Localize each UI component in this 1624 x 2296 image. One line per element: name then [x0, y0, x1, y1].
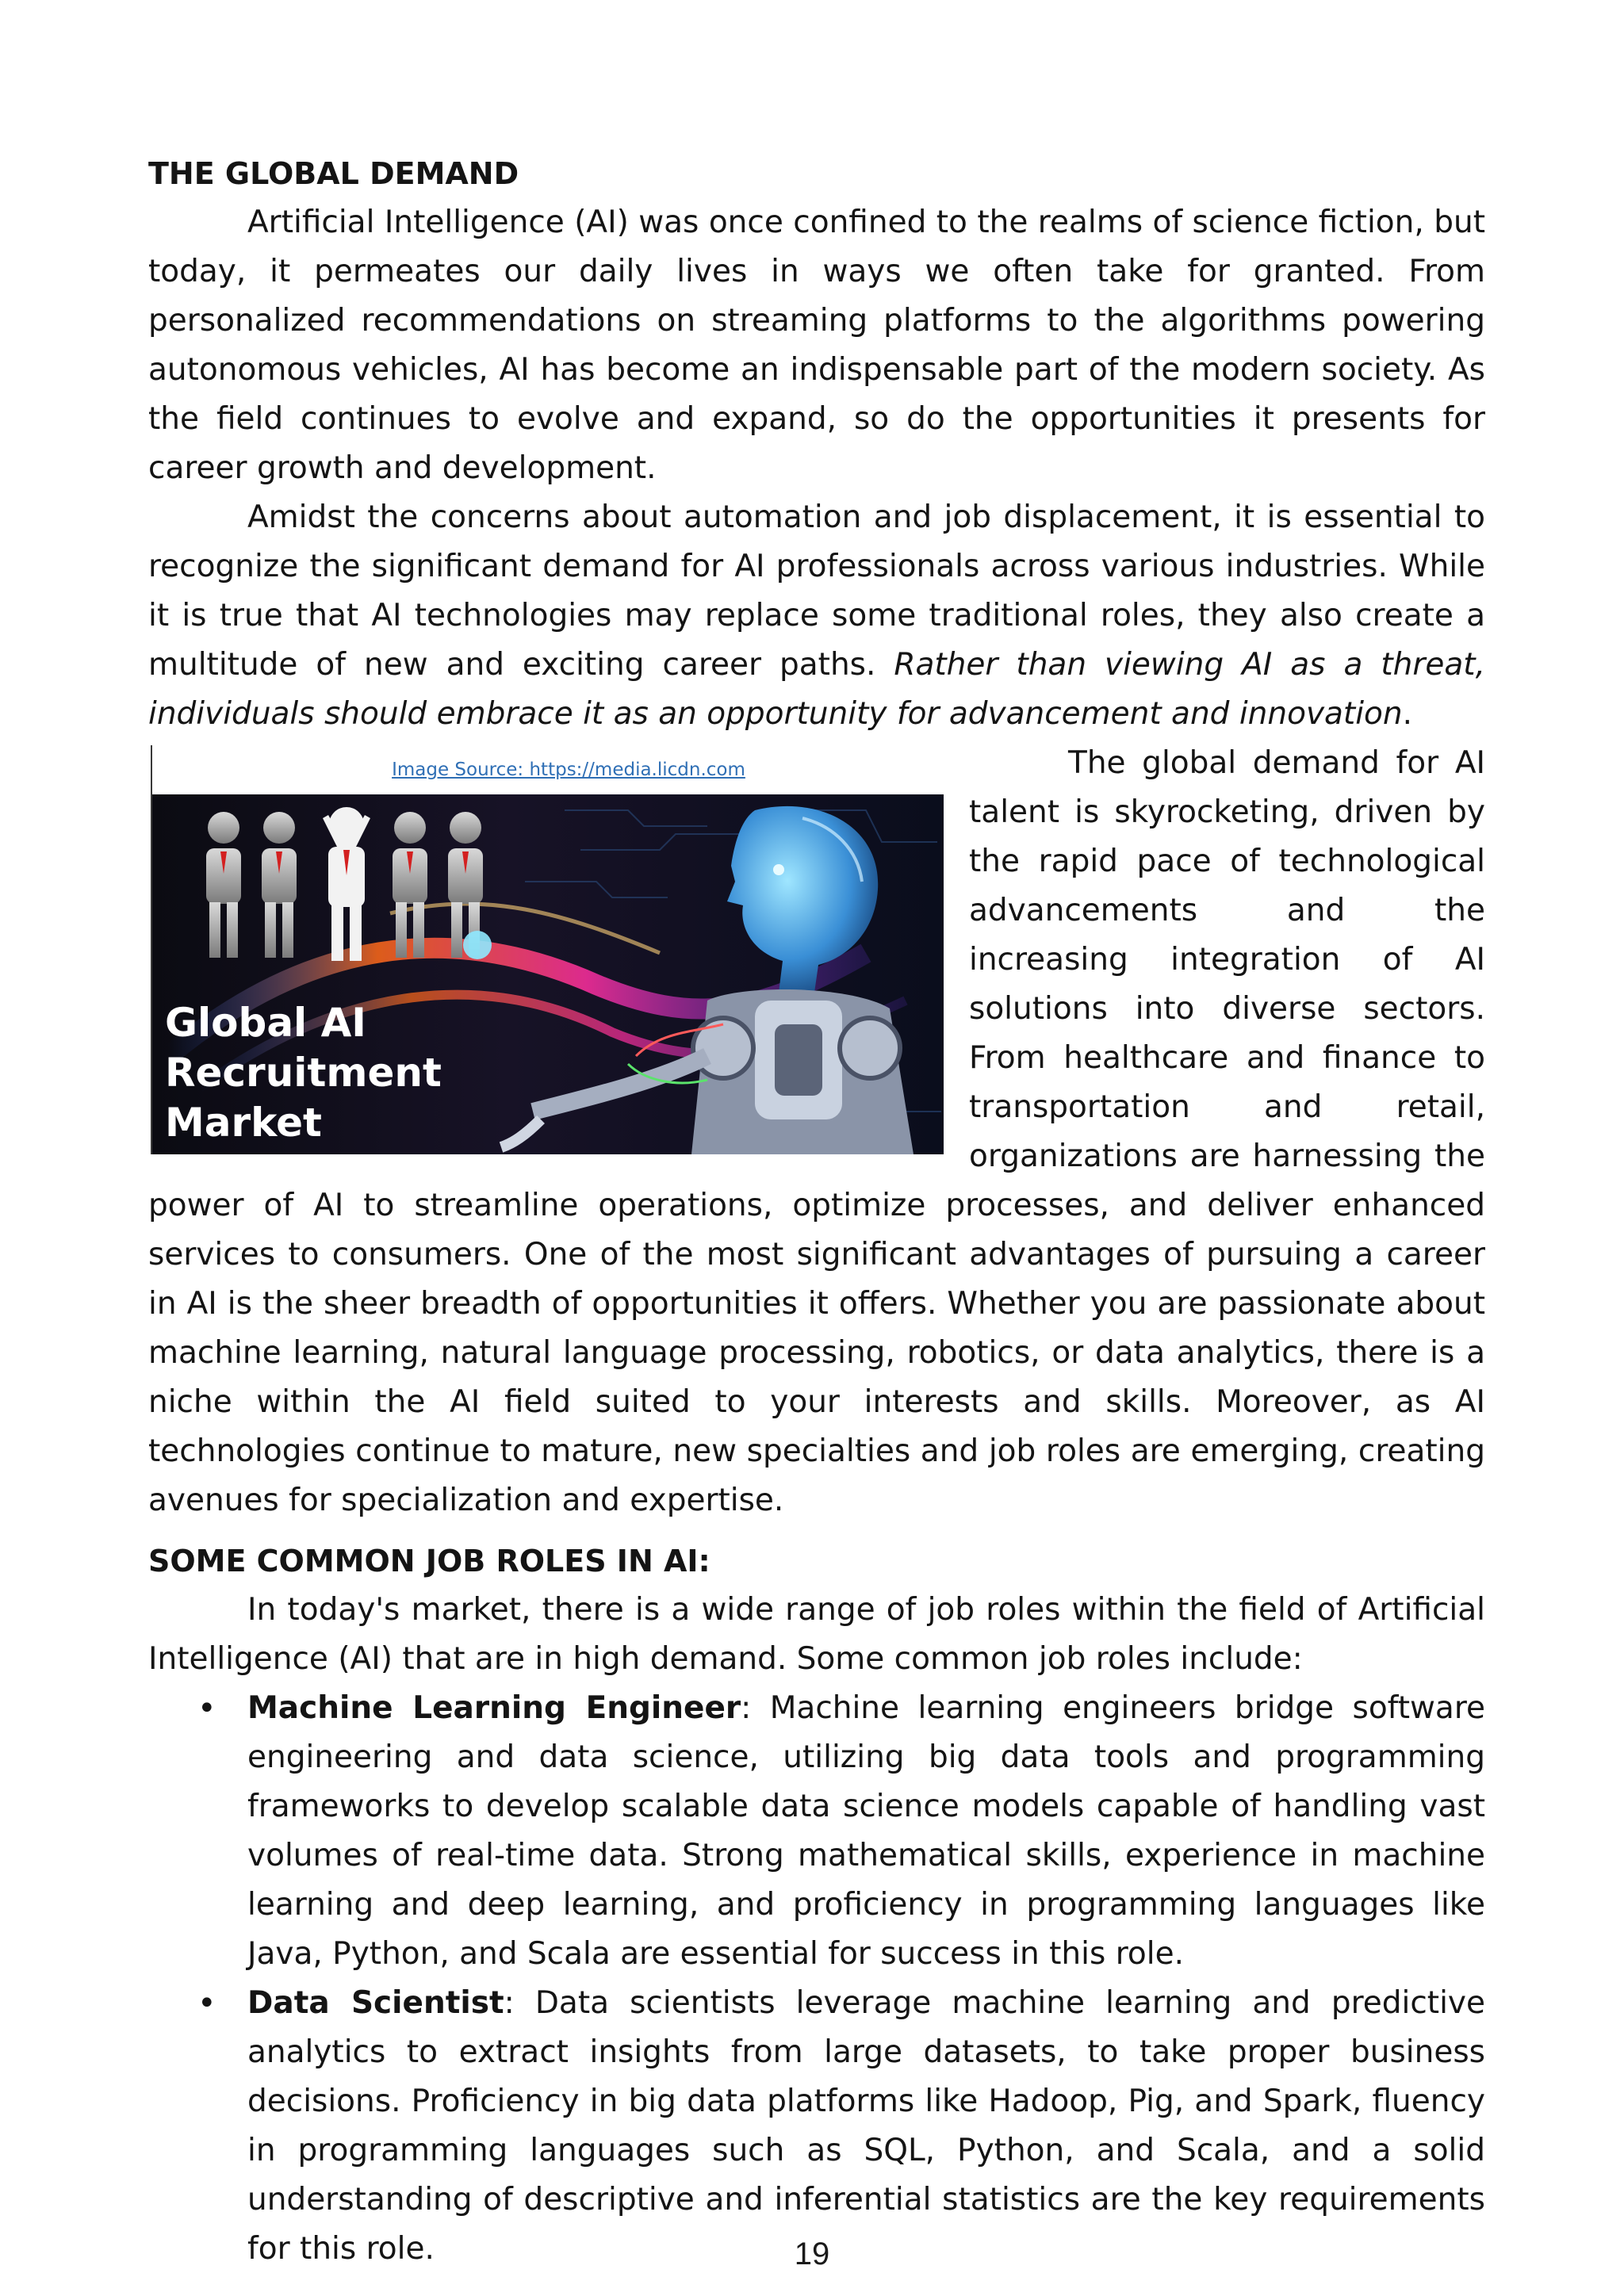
page-number: 19: [794, 2237, 830, 2271]
section-heading-job-roles: SOME COMMON JOB ROLES IN AI:: [148, 1544, 710, 1578]
paragraph-intro: Artificial Intelligence (AI) was once confined to the realms of science fiction, but today, it permeates our daily lives in ways we often take for granted. From personalized recommendations on streaming platforms to the algorithms powering autonomous vehicles, AI has become an indispensable part of the modern society. As the field continues to evolve and expand, so do the opportunities it presents for career growth and development.: [148, 205, 1485, 486]
figure-caption-line3: Market: [165, 1100, 322, 1146]
ai-recruitment-image: [152, 794, 944, 1154]
role-title: Data Scientist: [247, 1985, 504, 2021]
role-description: : Machine learning engineers bridge software engineering and data science, utilizing big data tools and programming frameworks to develop scalable data science models capable of handling vast volumes of real-time data. Strong mathematical skills, experience in machine learning and deep learning, and proficiency in programming languages like Java, Python, and Scala are essential for success in this role.: [247, 1690, 1485, 1972]
job-roles-list: [148, 1684, 1485, 2274]
list-item-machine-learning-engineer: [197, 1684, 1485, 1979]
section-heading-global-demand: THE GLOBAL DEMAND: [148, 156, 519, 191]
paragraph-concerns-text: Amidst the concerns about automation and job displacement, it is essential to recognize the significant demand for AI professionals across various industries. While it is true that AI technologies may replace some traditional roles, they also create a multitude of new and exciting career paths.: [148, 499, 1485, 683]
list-item-data-scientist: [197, 1979, 1485, 2274]
paragraph-global-demand: The global demand for AI talent is skyrocketing, driven by the rapid pace of technological advancements and the increasing integration of AI solutions into diverse sectors. From healthcare and finance to transportation and retail, organizations are harnessing the power of AI to streamline operations, optimize processes, and deliver enhanced services to consumers. One of the most significant advantages of pursuing a career in AI is the sheer breadth of opportunities it offers. Whether you are passionate about machine learning, natural language processing, robotics, or data analytics, there is a niche within the AI field suited to your interests and skills. Moreover, as AI technologies continue to mature, new specialties and job roles are emerging, creating avenues for specialization and expertise.: [148, 745, 1485, 1518]
image-source-link[interactable]: Image Source: https://media.licdn.com: [392, 759, 745, 780]
role-description: : Data scientists leverage machine learning and predictive analytics to extract insights from large datasets, to take proper business decisions. Proficiency in big data platforms like Hadoop, Pig, and Spark, fluency in programming languages such as SQL, Python, and Scala, and a solid understanding of descriptive and inferential statistics are the key requirements for this role.: [247, 1985, 1485, 2267]
paragraph-concerns: [148, 493, 1485, 739]
bullet-icon: •: [197, 1985, 216, 2022]
ai-recruitment-figure: [151, 745, 945, 1154]
bullet-icon: •: [197, 1690, 216, 1727]
figure-caption-line2: Recruitment: [165, 1050, 442, 1096]
paragraph-concerns-emphasis: Rather than viewing AI as a threat, individuals should embrace it as an opportunity for advancement and innovation: [148, 647, 1485, 732]
page-content: [148, 149, 1485, 2274]
paragraph-job-roles-intro: In today's market, there is a wide range of job roles within the field of Artificial Intelligence (AI) that are in high demand. Some common job roles include:: [148, 1592, 1485, 1677]
figure-caption-line1: Global AI: [165, 1000, 366, 1046]
role-title: Machine Learning Engineer: [247, 1690, 741, 1726]
paragraph-concerns-end: .: [1402, 696, 1413, 732]
